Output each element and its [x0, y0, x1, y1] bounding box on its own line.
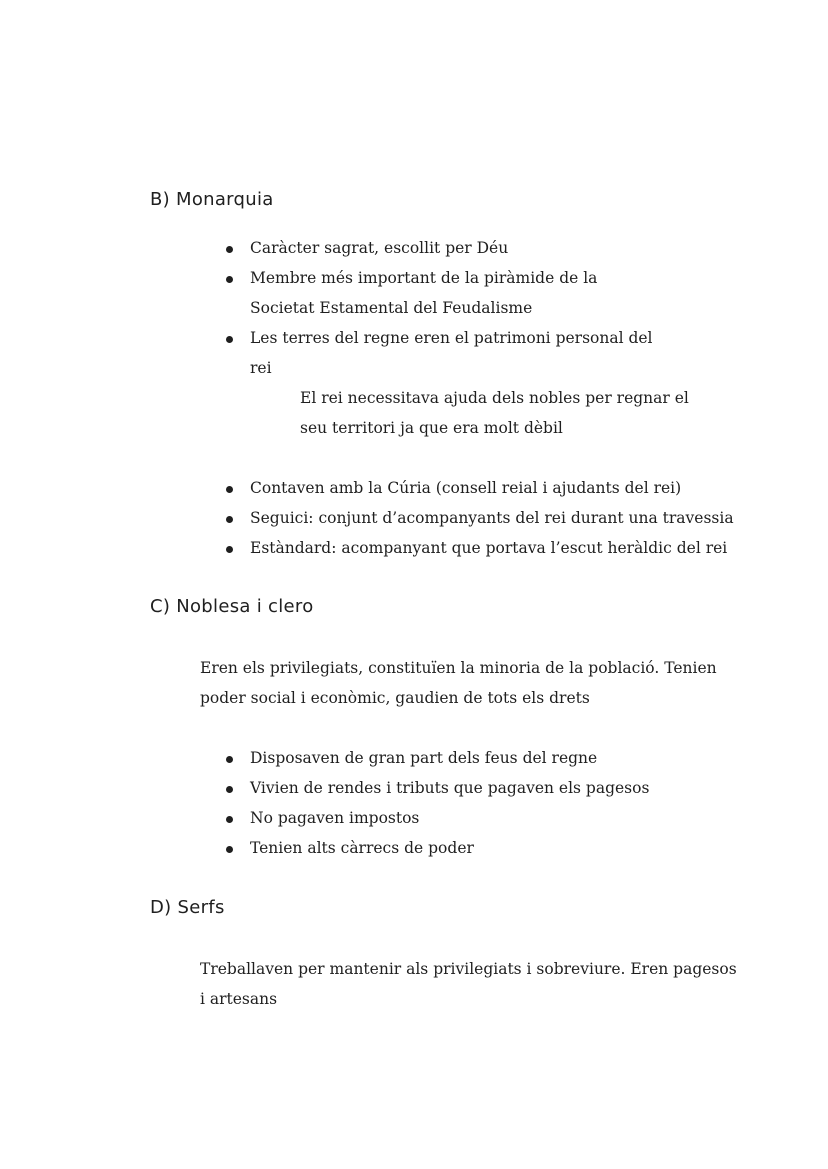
- list-item: Estàndard: acompanyant que portava l’escut heràldic del rei: [200, 533, 740, 563]
- bullet-icon: [226, 846, 233, 853]
- list-item: No pagaven impostos: [200, 803, 740, 833]
- list-item: Membre més important de la piràmide de la Societat Estamental del Feudalisme: [200, 263, 660, 323]
- bullet-icon: [226, 276, 233, 283]
- list-item: Vivien de rendes i tributs que pagaven els pagesos: [200, 773, 740, 803]
- list-item: Seguici: conjunt d’acompanyants del rei durant una travessia: [200, 503, 740, 533]
- list-item: Tenien alts càrrecs de poder: [200, 833, 740, 863]
- serfs-intro: Treballaven per mantenir als privilegiats i sobreviure. Eren pagesos i artesans: [200, 960, 737, 1008]
- section-heading-monarquia: B) Monarquia: [150, 189, 274, 210]
- bullet-icon: [226, 756, 233, 763]
- monarquia-bullet-list-1: [200, 233, 660, 383]
- bullet-icon: [226, 486, 233, 493]
- monarquia-bullet-list-2: [200, 473, 740, 563]
- list-item: Disposaven de gran part dels feus del regne: [200, 743, 740, 773]
- bullet-icon: [226, 246, 233, 253]
- monarquia-note: El rei necessitava ajuda dels nobles per regnar el seu territori ja que era molt dèbil: [300, 389, 689, 437]
- bullet-icon: [226, 516, 233, 523]
- list-item: Caràcter sagrat, escollit per Déu: [200, 233, 660, 263]
- section-heading-noblesa: C) Noblesa i clero: [150, 596, 314, 617]
- bullet-icon: [226, 816, 233, 823]
- bullet-icon: [226, 786, 233, 793]
- noblesa-bullet-list: [200, 743, 740, 863]
- section-heading-serfs: D) Serfs: [150, 897, 225, 918]
- list-item: Les terres del regne eren el patrimoni personal del rei: [200, 323, 660, 383]
- noblesa-intro: Eren els privilegiats, constituïen la minoria de la població. Tenien poder social i econòmic, gaudien de tots els drets: [200, 659, 717, 707]
- bullet-icon: [226, 546, 233, 553]
- bullet-icon: [226, 336, 233, 343]
- list-item: Contaven amb la Cúria (consell reial i ajudants del rei): [200, 473, 740, 503]
